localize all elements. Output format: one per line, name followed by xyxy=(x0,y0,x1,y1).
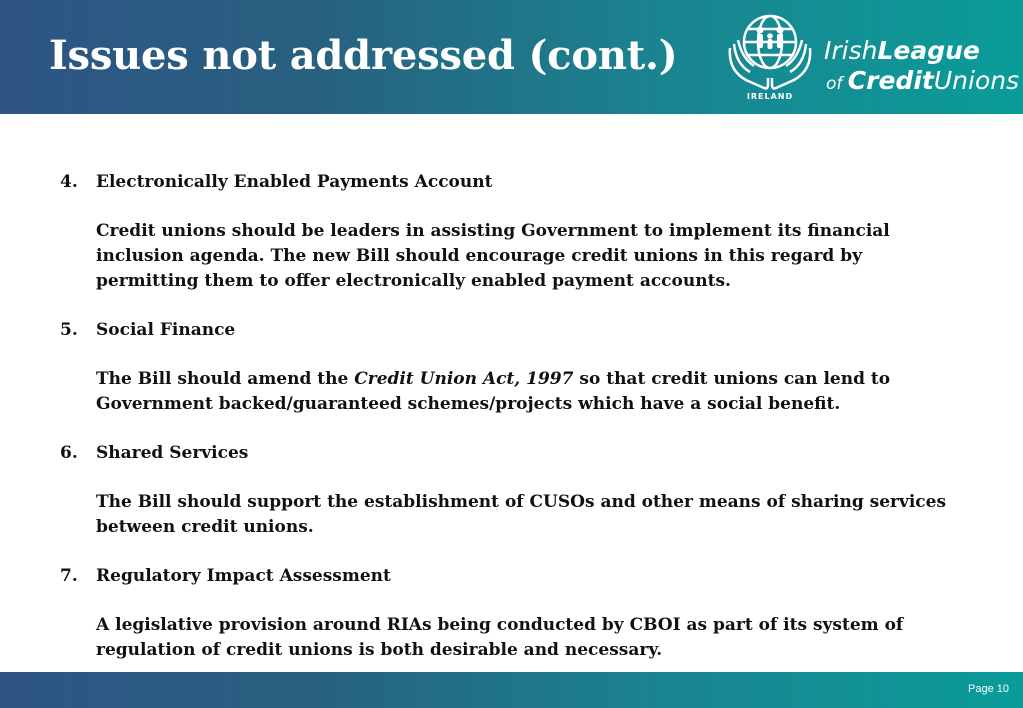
page-number: Page 10 xyxy=(968,683,1009,695)
item-body: A legislative provision around RIAs being conducted by CBOI as part of its system of regulation of credit unions is both desirable and necessary. xyxy=(96,615,904,660)
item-body: The Bill should support the establishment of CUSOs and other means of sharing services between credit unions. xyxy=(96,492,947,537)
logo-country: IRELAND xyxy=(746,92,794,101)
item-number: 6. xyxy=(60,443,78,463)
logo-word-irish: Irish xyxy=(824,36,878,65)
logo-word-unions: Unions xyxy=(933,66,1020,95)
hands-family-globe-icon xyxy=(724,8,816,104)
list-item xyxy=(60,170,960,294)
item-body: Credit unions should be leaders in assisting Government to implement its financial inclusion agenda. The new Bill should encourage credit unions in this regard by permitting them to offer electronically enabled payment accounts. xyxy=(96,221,890,291)
logo-word-league: League xyxy=(877,36,980,65)
item-number: 7. xyxy=(60,566,78,586)
logo-word-credit: Credit xyxy=(847,66,934,95)
item-number: 5. xyxy=(60,320,78,340)
list-item xyxy=(60,564,960,663)
item-body-text: so that credit unions can lend to Government backed/guaranteed schemes/projects which have a social benefit. xyxy=(96,369,891,414)
item-heading: Electronically Enabled Payments Account xyxy=(96,172,493,192)
header-bar xyxy=(0,0,1023,114)
logo xyxy=(724,8,1020,106)
item-body xyxy=(96,367,960,417)
content-list xyxy=(60,170,960,687)
item-heading: Shared Services xyxy=(96,443,249,463)
item-body-text: The Bill should amend the xyxy=(96,369,355,389)
footer-bar xyxy=(0,672,1023,708)
logo-wordmark xyxy=(824,36,1019,99)
list-item xyxy=(60,318,960,417)
list-item xyxy=(60,441,960,540)
item-heading: Regulatory Impact Assessment xyxy=(96,566,391,586)
item-heading: Social Finance xyxy=(96,320,236,340)
act-citation: Credit Union Act, 1997 xyxy=(354,369,574,389)
item-number: 4. xyxy=(60,172,78,192)
logo-word-of: of xyxy=(826,74,848,94)
page-title: Issues not addressed (cont.) xyxy=(49,32,678,79)
